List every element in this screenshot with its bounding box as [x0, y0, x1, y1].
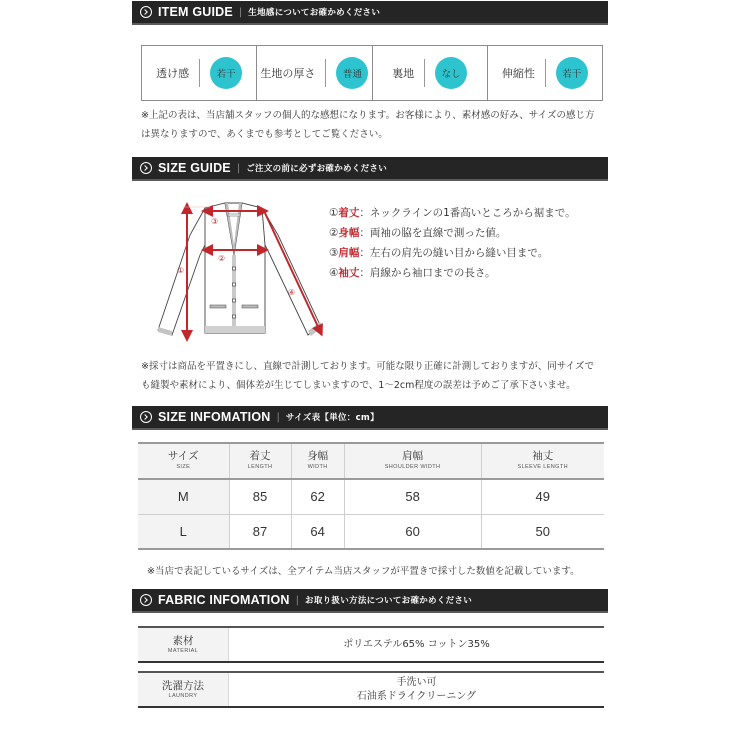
cardigan-illustration-icon [150, 195, 335, 345]
chevron-circle-icon [140, 162, 152, 174]
cell-shoulder: 58 [344, 479, 481, 514]
section-title: SIZE INFOMATION [158, 410, 271, 424]
fabric-label [138, 673, 229, 706]
divider: | [295, 594, 300, 606]
chevron-circle-icon [140, 6, 152, 18]
divider [545, 59, 546, 87]
size-guide-header [132, 157, 608, 181]
note-line: ※採寸は商品を平置きにし、直線で計測しております。可能な限り正確に計測しておりますが、同サイズで [141, 361, 594, 372]
col-shoulder-width: 肩幅 SHOULDER WIDTH [344, 443, 481, 479]
guide-item-lining [373, 46, 488, 100]
measure-label-2: ② [218, 254, 226, 263]
cardigan-diagram [150, 195, 335, 345]
guide-label: 伸縮性 [501, 67, 535, 80]
item-guide-box [141, 45, 603, 101]
item-guide-note [141, 106, 611, 144]
note-line: ※上記の表は、当店舗スタッフの個人的な感想になります。お客様により、素材感の好み、サイズの感じ方 [141, 110, 595, 121]
fabric-value [229, 628, 604, 661]
cell-sleeve: 49 [481, 479, 604, 514]
guide-badge: 普通 [336, 57, 368, 89]
def-desc: ：両袖の脇を直線で測った値。 [359, 227, 507, 239]
def-term: 肩幅 [338, 247, 360, 259]
definition-item [329, 243, 576, 263]
def-num: ② [329, 227, 339, 239]
size-table [138, 442, 604, 550]
def-desc: ：ネックラインの1番高いところから裾まで。 [359, 207, 576, 219]
definition-item [329, 203, 576, 223]
guide-badge: 若干 [210, 57, 242, 89]
size-info-header [132, 406, 608, 430]
fabric-row-laundry [138, 671, 604, 708]
definition-item [329, 223, 576, 243]
value-line: 石油系ドライクリーニング [356, 690, 477, 702]
col-width: 身幅 WIDTH [291, 443, 344, 479]
cell-size: L [138, 514, 229, 549]
fabric-value [229, 673, 604, 706]
def-term: 身幅 [338, 227, 360, 239]
note-line: は異なりますので、あくまでも参考としてご覧ください。 [141, 129, 388, 140]
section-title: ITEM GUIDE [158, 5, 233, 19]
table-row [138, 479, 604, 514]
section-subtitle: ご注文の前に必ずお確かめください [246, 164, 388, 174]
fabric-info-header [132, 589, 608, 613]
divider [325, 59, 326, 87]
chevron-circle-icon [140, 411, 152, 423]
value-line: 手洗い可 [396, 676, 437, 688]
measure-label-3: ③ [211, 217, 219, 226]
section-title: SIZE GUIDE [158, 161, 231, 175]
note-line: も縫製や素材により、個体差が生じてしまいますので、1〜2cm程度の誤差は予めご了承下さいませ。 [141, 380, 576, 391]
guide-badge: なし [435, 57, 467, 89]
def-num: ③ [329, 247, 339, 259]
def-term: 着丈 [338, 207, 360, 219]
col-length: 着丈 LENGTH [229, 443, 291, 479]
cell-length: 87 [229, 514, 291, 549]
definition-item [329, 263, 576, 283]
section-subtitle: サイズ表【単位：cm】 [285, 413, 379, 423]
measure-label-4: ④ [288, 288, 296, 297]
guide-item-thickness [257, 46, 372, 100]
divider [199, 59, 200, 87]
cell-sleeve: 50 [481, 514, 604, 549]
guide-label: 裏地 [392, 67, 415, 80]
cell-width: 64 [291, 514, 344, 549]
label-en: MATERIAL [167, 648, 199, 654]
divider: | [236, 162, 241, 174]
def-num: ④ [329, 267, 339, 279]
table-row [138, 514, 604, 549]
divider: | [276, 411, 280, 423]
measure-label-1: ① [177, 266, 185, 275]
divider: | [238, 6, 243, 18]
cell-size: M [138, 479, 229, 514]
section-subtitle: お取り扱い方法についてお確かめください [305, 596, 473, 606]
def-num: ① [329, 207, 339, 219]
guide-label: 生地の厚さ [260, 67, 316, 80]
cell-width: 62 [291, 479, 344, 514]
size-info-note: ※当店で表記しているサイズは、全アイテム当店スタッフが平置きで採寸した数値を記載しています。 [147, 566, 580, 577]
guide-item-stretch [488, 46, 602, 100]
label-en: LAUNDRY [168, 693, 198, 699]
cell-shoulder: 60 [344, 514, 481, 549]
col-sleeve-length: 袖丈 SLEEVE LENGTH [481, 443, 604, 479]
fabric-row-material [138, 626, 604, 663]
label-jp: 洗濯方法 [162, 680, 204, 692]
guide-badge: 若干 [556, 57, 588, 89]
def-desc: ：左右の肩先の縫い目から縫い目まで。 [359, 247, 549, 259]
col-size: サイズ SIZE [138, 443, 229, 479]
guide-label: 透け感 [156, 67, 190, 80]
def-desc: ：肩線から袖口までの長さ。 [359, 267, 496, 279]
measurement-definitions [329, 203, 576, 283]
fabric-label [138, 628, 229, 661]
chevron-circle-icon [140, 594, 152, 606]
value-line: ポリエステル65% コットン35% [343, 638, 490, 650]
guide-item-transparency [142, 46, 257, 100]
size-guide-note [141, 357, 611, 395]
cell-length: 85 [229, 479, 291, 514]
table-header-row [138, 443, 604, 479]
divider [424, 59, 425, 87]
section-title: FABRIC INFOMATION [158, 593, 290, 607]
def-term: 袖丈 [338, 267, 360, 279]
label-jp: 素材 [172, 635, 194, 647]
section-subtitle: 生地感についてお確かめください [248, 8, 381, 18]
item-guide-header [132, 1, 608, 25]
